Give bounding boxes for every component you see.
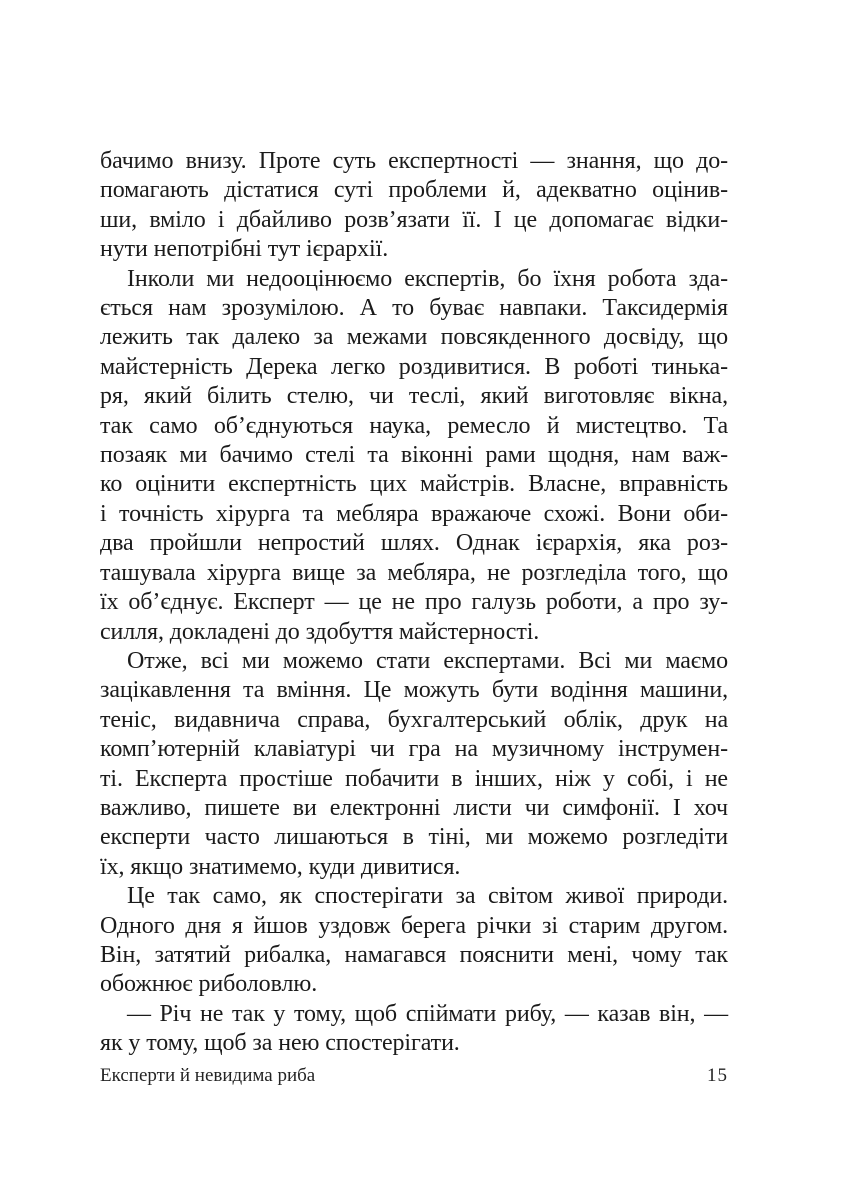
text-line: Одного дня я йшов уздовж берега річки зі старим другом. bbox=[100, 912, 728, 939]
text-line: ється нам зрозумілою. А то буває навпаки. Таксидермія bbox=[100, 295, 728, 322]
text-line: — Річ не так у тому, щоб спіймати рибу, — казав він, — bbox=[127, 1000, 728, 1027]
text-line: майстерність Дерека легко роздивитися. В роботі тинька- bbox=[100, 353, 728, 380]
text-line: силля, докладені до здобуття майстерності. bbox=[100, 618, 540, 645]
paragraph-2 bbox=[100, 265, 728, 647]
text-line: лежить так далеко за межами повсякденного досвіду, що bbox=[100, 324, 728, 351]
paragraph-1 bbox=[100, 147, 728, 265]
text-line: і точність хірурга та мебляра вражаюче схожі. Вони оби- bbox=[100, 500, 728, 527]
text-line: ши, вміло і дбайливо розв’язати її. І це допомагає відки- bbox=[100, 206, 728, 233]
text-line: Це так само, як спостерігати за світом живої природи. bbox=[127, 883, 728, 910]
text-line: експерти часто лишаються в тіні, ми можемо розгледіти bbox=[100, 824, 728, 851]
text-line: Інколи ми недооцінюємо експертів, бо їхня робота зда- bbox=[127, 265, 728, 292]
text-line: ря, який білить стелю, чи теслі, який виготовляє вікна, bbox=[100, 383, 728, 410]
text-line: як у тому, щоб за нею спостерігати. bbox=[100, 1030, 460, 1057]
text-line: помагають дістатися суті проблеми й, адекватно оцінив- bbox=[100, 177, 728, 204]
text-line: два пройшли непростий шлях. Однак ієрархія, яка роз- bbox=[100, 530, 728, 557]
text-line: важливо, пишете ви електронні листи чи симфонії. І хоч bbox=[100, 794, 728, 821]
text-line: ташувала хірурга вище за мебляра, не розгледіла того, що bbox=[100, 559, 728, 586]
text-line: їх об’єднує. Експерт — це не про галузь роботи, а про зу- bbox=[100, 589, 728, 616]
text-line: бачимо внизу. Проте суть експертності — знання, що до- bbox=[100, 148, 728, 174]
text-line: так само об’єднуються наука, ремесло й мистецтво. Та bbox=[100, 412, 728, 439]
text-line: обожнює риболовлю. bbox=[100, 971, 318, 998]
paragraph-5 bbox=[100, 1000, 728, 1059]
paragraph-4 bbox=[100, 882, 728, 1000]
footer-chapter-title: Експерти й невидима риба bbox=[100, 1065, 316, 1086]
page-body-text bbox=[100, 147, 728, 1059]
text-line: зацікавлення та вміння. Це можуть бути водіння машини, bbox=[100, 677, 728, 704]
text-line: Отже, всі ми можемо стати експертами. Всі ми маємо bbox=[127, 647, 728, 674]
page-number: 15 bbox=[707, 1065, 728, 1086]
text-line: їх, якщо знатимемо, куди дивитися. bbox=[100, 853, 461, 880]
text-line: позаяк ми бачимо стелі та віконні рами щодня, нам важ- bbox=[100, 442, 728, 469]
running-footer bbox=[100, 1064, 728, 1088]
text-line: теніс, видавнича справа, бухгалтерський облік, друк на bbox=[100, 706, 728, 733]
text-line: Він, затятий рибалка, намагався пояснити мені, чому так bbox=[100, 941, 728, 968]
text-line: ко оцінити експертність цих майстрів. Власне, вправність bbox=[100, 471, 728, 498]
text-line: ті. Експерта простіше побачити в інших, ніж у собі, і не bbox=[100, 765, 728, 792]
text-line: комп’ютерній клавіатурі чи гра на музичному інструмен- bbox=[100, 736, 728, 763]
paragraph-3 bbox=[100, 647, 728, 882]
text-line: нути непотрібні тут ієрархії. bbox=[100, 236, 389, 263]
